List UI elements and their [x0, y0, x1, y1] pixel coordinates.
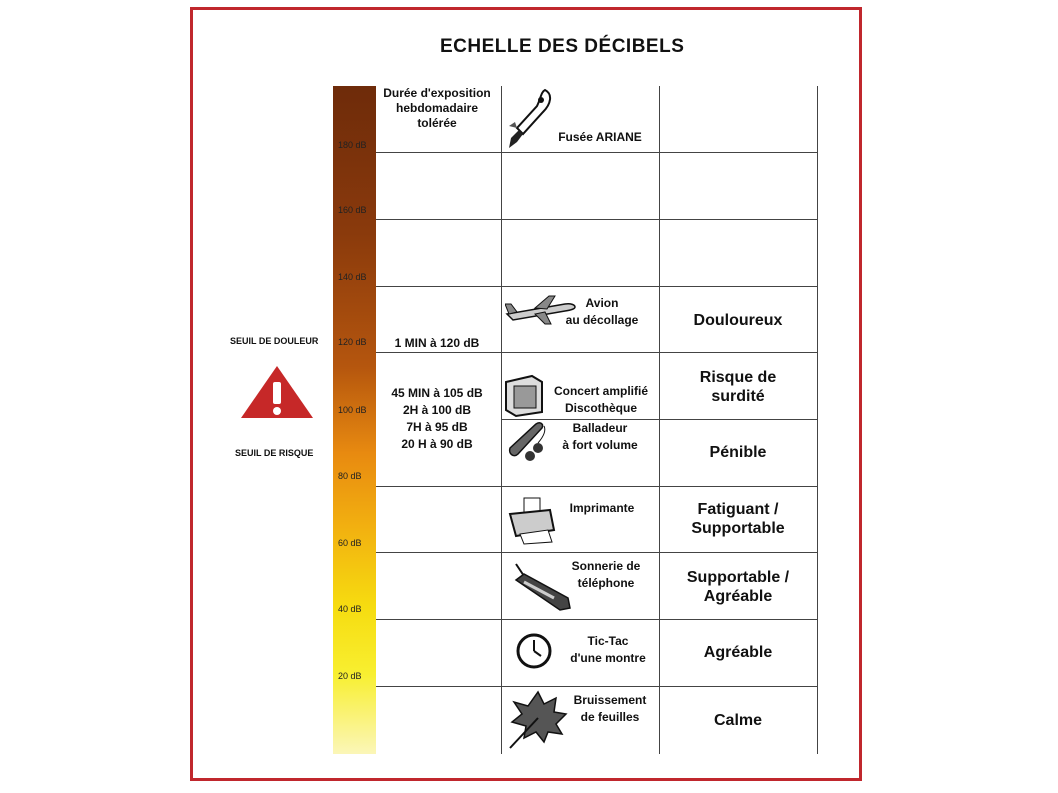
exposure-100: 2H à 100 dB	[402, 403, 472, 417]
exposure-120: 1 MIN à 120 dB	[394, 336, 480, 350]
feeling-penible: Pénible	[709, 444, 767, 461]
source-clock-line1: Tic-Tac	[587, 634, 629, 648]
risk-threshold-label: SEUIL DE RISQUE	[235, 448, 314, 458]
tick-20: 20 dB	[338, 671, 362, 681]
feeling-agreable: Agréable	[703, 644, 773, 661]
grid-row-line	[376, 152, 817, 153]
feeling-fatiguant-line1: Fatiguant /	[697, 501, 779, 518]
source-plane-line1: Avion	[585, 296, 619, 310]
tick-160: 160 dB	[338, 205, 367, 215]
exposure-90: 20 H à 90 dB	[401, 437, 473, 451]
feeling-risque-line2: surdité	[711, 388, 765, 405]
tick-60: 60 dB	[338, 538, 362, 548]
source-walkman-line2: à fort volume	[562, 438, 638, 452]
feeling-fatiguant-line2: Supportable	[691, 520, 785, 537]
source-phone-line2: téléphone	[577, 576, 635, 590]
printer-icon	[506, 494, 558, 551]
feeling-douloureux: Douloureux	[693, 312, 783, 329]
grid-row-line	[376, 552, 817, 553]
speaker-icon	[502, 374, 546, 423]
page-title: ECHELLE DES DÉCIBELS	[440, 36, 685, 57]
grid-row-line	[376, 619, 817, 620]
grid-divider	[659, 86, 660, 754]
source-phone-line1: Sonnerie de	[571, 559, 641, 573]
pain-threshold-label: SEUIL DE DOULEUR	[230, 336, 319, 346]
feeling-supportable-line2: Agréable	[703, 588, 773, 605]
source-leaves-line1: Bruissement	[573, 693, 647, 707]
source-plane-line2: au décollage	[565, 313, 639, 327]
grid-row-line	[376, 686, 817, 687]
decibel-gradient-bar	[333, 86, 376, 754]
grid-row-line	[376, 219, 817, 220]
source-concert-line2: Discothèque	[564, 401, 637, 415]
tick-100: 100 dB	[338, 405, 367, 415]
feeling-supportable-line1: Supportable /	[686, 569, 790, 586]
source-walkman-line1: Balladeur	[572, 421, 628, 435]
source-leaves-line2: de feuilles	[580, 710, 640, 724]
walkman-icon	[504, 418, 550, 469]
exposure-95: 7H à 95 dB	[406, 420, 468, 434]
feeling-risque-line1: Risque de	[699, 369, 777, 386]
exposure-header: Durée d'exposition hebdomadaire tolérée	[383, 86, 491, 130]
tick-140: 140 dB	[338, 272, 367, 282]
tick-180: 180 dB	[338, 140, 367, 150]
source-printer: Imprimante	[569, 501, 635, 515]
grid-row-line	[376, 286, 817, 287]
tick-40: 40 dB	[338, 604, 362, 614]
clock-icon	[515, 632, 553, 675]
grid-divider	[817, 86, 818, 754]
source-rocket: Fusée ARIANE	[558, 130, 642, 144]
feeling-calme: Calme	[713, 712, 763, 729]
rocket-icon	[505, 86, 555, 157]
warning-icon	[239, 364, 315, 425]
exposure-105: 45 MIN à 105 dB	[391, 386, 483, 400]
tick-80: 80 dB	[338, 471, 362, 481]
grid-row-line	[376, 352, 817, 353]
source-concert-line1: Concert amplifié	[553, 384, 649, 398]
leaf-icon	[504, 688, 570, 755]
grid-row-line	[376, 486, 817, 487]
tick-120: 120 dB	[338, 337, 367, 347]
source-clock-line2: d'une montre	[570, 651, 646, 665]
